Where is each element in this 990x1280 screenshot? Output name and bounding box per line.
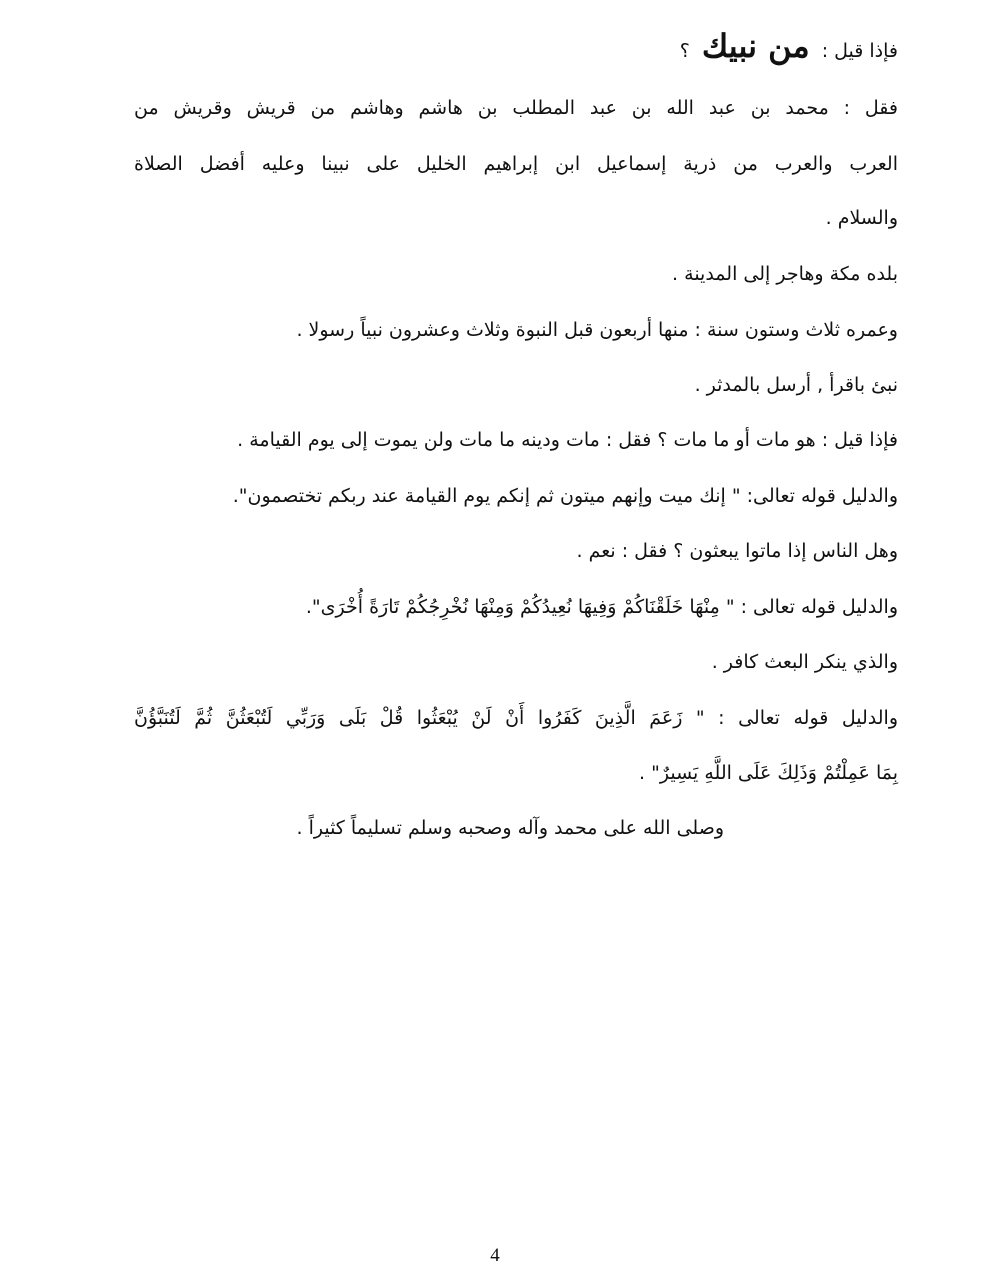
paragraph-line: فقل : محمد بن عبد الله بن عبد المطلب بن هاشم وهاشم من قريش وقريش من	[134, 97, 898, 119]
paragraph-line: والسلام .	[825, 207, 898, 229]
paragraph-line: العرب والعرب من ذرية إسماعيل ابن إبراهيم الخليل على نبينا وعليه أفضل الصلاة	[134, 153, 898, 175]
quran-verse-line: بِمَا عَمِلْتُمْ وَذَلِكَ عَلَى اللَّهِ يَسِيرٌ" .	[639, 762, 898, 784]
paragraph-line: وهل الناس إذا ماتوا يبعثون ؟ فقل : نعم .	[576, 540, 898, 562]
page-number: 4	[490, 1245, 500, 1266]
quran-verse-line: والدليل قوله تعالى : " مِنْهَا خَلَقْنَاكُمْ وَفِيهَا نُعِيدُكُمْ وَمِنْهَا نُخْرِجُكُمْ تَارَةً أُخْرَى".	[305, 596, 898, 618]
quran-verse-line: والدليل قوله تعالى : " زَعَمَ الَّذِينَ كَفَرُوا أَنْ لَنْ يُبْعَثُوا قُلْ بَلَى وَرَبِّي لَتُبْعَثُنَّ ثُمَّ لَتُنَبَّؤُنَّ	[134, 707, 898, 729]
heading-emphasis: من نبيك	[701, 27, 810, 65]
paragraph-line: نبئ باقرأ , أرسل بالمدثر .	[694, 374, 898, 396]
paragraph-line: والدليل قوله تعالى: " إنك ميت وإنهم ميتون ثم إنكم يوم القيامة عند ربكم تختصمون".	[232, 485, 898, 507]
closing-line: وصلى الله على محمد وآله وصحبه وسلم تسليماً كثيراً .	[296, 817, 724, 839]
heading-prefix: فإذا قيل :	[821, 40, 898, 62]
heading-question	[679, 27, 898, 65]
paragraph-line: فإذا قيل : هو مات أو ما مات ؟ فقل : مات ودينه ما مات ولن يموت إلى يوم القيامة .	[237, 429, 898, 451]
paragraph-line: والذي ينكر البعث كافر .	[711, 651, 898, 673]
paragraph-line: بلده مكة وهاجر إلى المدينة .	[672, 263, 898, 285]
paragraph-line: وعمره ثلاث وستون سنة : منها أربعون قبل النبوة وثلاث وعشرون نبياً رسولا .	[296, 319, 898, 341]
heading-suffix: ؟	[679, 40, 690, 62]
